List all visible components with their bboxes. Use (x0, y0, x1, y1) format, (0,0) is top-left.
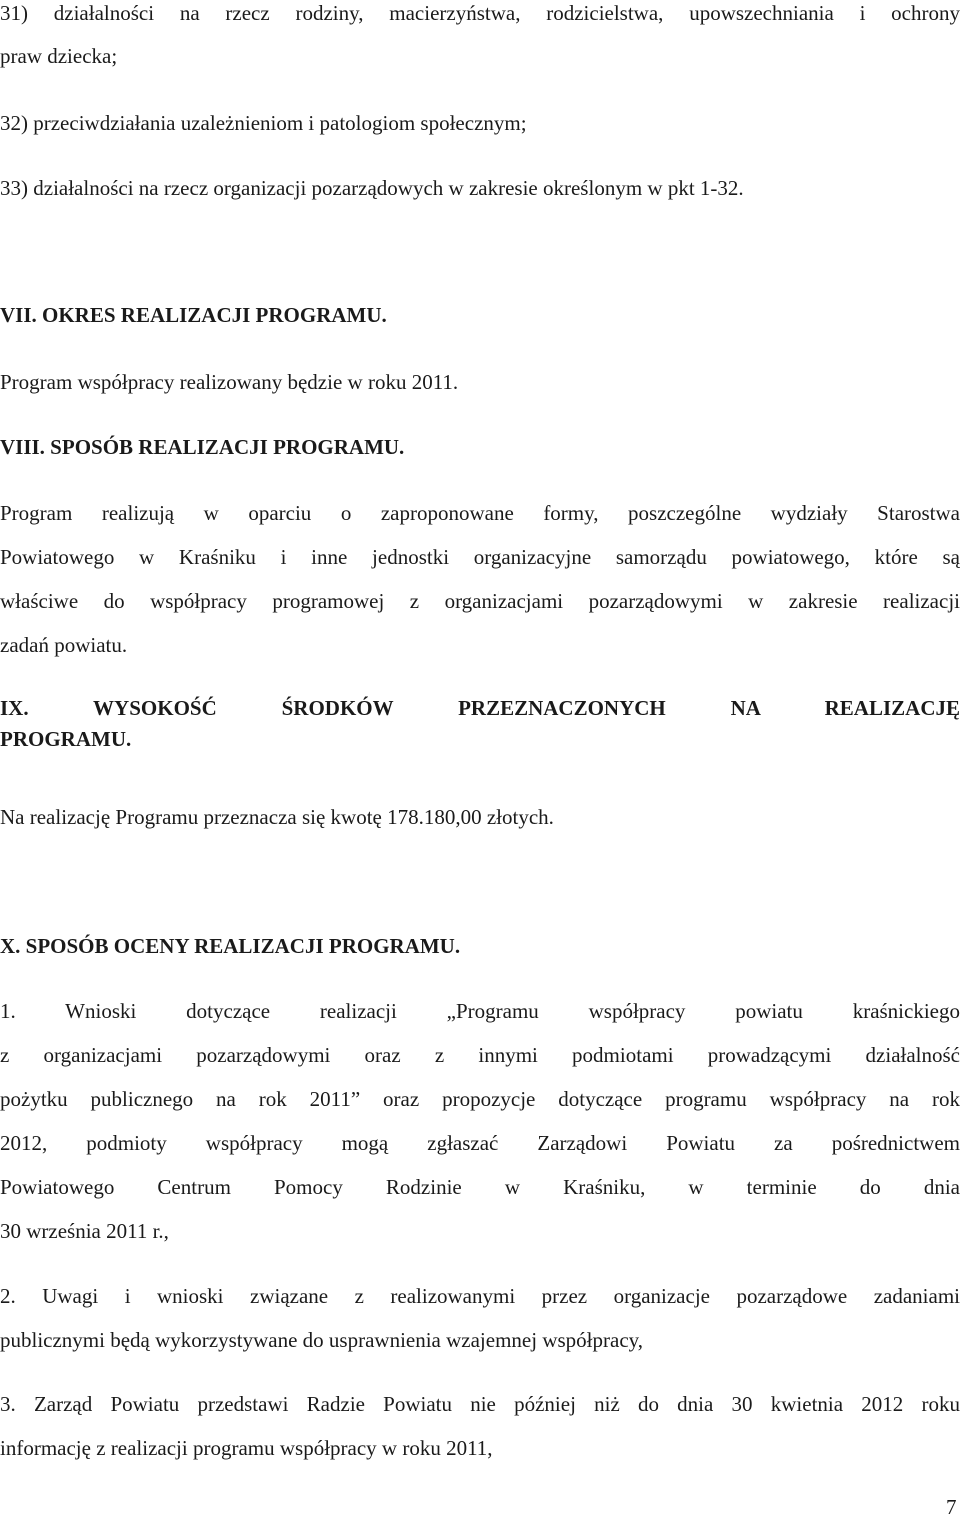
section-x-item1-line: Powiatowego Centrum Pomocy Rodzinie w Kraśniku, w terminie do dnia (0, 1175, 960, 1199)
list-item-32: 32) przeciwdziałania uzależnieniom i patologiom społecznym; (0, 111, 527, 135)
section-heading-viii: VIII. SPOSÓB REALIZACJI PROGRAMU. (0, 435, 405, 459)
section-x-item2-line: 2. Uwagi i wnioski związane z realizowanymi przez organizacje pozarządowe zadaniami (0, 1284, 960, 1308)
section-heading-ix-continued: PROGRAMU. (0, 727, 132, 751)
section-x-item1-line: 2012, podmioty współpracy mogą zgłaszać Zarządowi Powiatu za pośrednictwem (0, 1131, 960, 1155)
section-x-item1-line: z organizacjami pozarządowymi oraz z innymi podmiotami prowadzącymi działalność (0, 1043, 960, 1067)
section-viii-line: zadań powiatu. (0, 633, 128, 657)
section-x-item1-line: pożytku publicznego na rok 2011” oraz propozycje dotyczące programu współpracy na rok (0, 1087, 960, 1111)
section-heading-ix: IX. WYSOKOŚĆ ŚRODKÓW PRZEZNACZONYCH NA REALIZACJĘ (0, 696, 960, 720)
list-item-31-continued: praw dziecka; (0, 44, 118, 68)
section-x-item1-line: 1. Wnioski dotyczące realizacji „Programu współpracy powiatu kraśnickiego (0, 999, 960, 1023)
section-ix-text: Na realizację Programu przeznacza się kwotę 178.180,00 złotych. (0, 805, 554, 829)
section-viii-line: Powiatowego w Kraśniku i inne jednostki organizacyjne samorządu powiatowego, które są (0, 545, 960, 569)
list-item-31: 31) działalności na rzecz rodziny, macierzyństwa, rodzicielstwa, upowszechniania i ochrony (0, 1, 960, 25)
section-x-item1-line: 30 września 2011 r., (0, 1219, 169, 1243)
section-x-item3-line: informację z realizacji programu współpracy w roku 2011, (0, 1436, 493, 1460)
section-viii-line: Program realizują w oparciu o zaproponowane formy, poszczególne wydziały Starostwa (0, 501, 960, 525)
section-heading-vii: VII. OKRES REALIZACJI PROGRAMU. (0, 303, 387, 327)
section-x-item2-line: publicznymi będą wykorzystywane do usprawnienia wzajemnej współpracy, (0, 1328, 644, 1352)
list-item-33: 33) działalności na rzecz organizacji pozarządowych w zakresie określonym w pkt 1-32. (0, 176, 744, 200)
section-vii-text: Program współpracy realizowany będzie w roku 2011. (0, 370, 459, 394)
section-heading-x: X. SPOSÓB OCENY REALIZACJI PROGRAMU. (0, 934, 461, 958)
section-x-item3-line: 3. Zarząd Powiatu przedstawi Radzie Powiatu nie później niż do dnia 30 kwietnia 2012 roku (0, 1392, 960, 1416)
page-number: 7 (946, 1495, 957, 1519)
section-viii-line: właściwe do współpracy programowej z organizacjami pozarządowymi w zakresie realizacji (0, 589, 960, 613)
